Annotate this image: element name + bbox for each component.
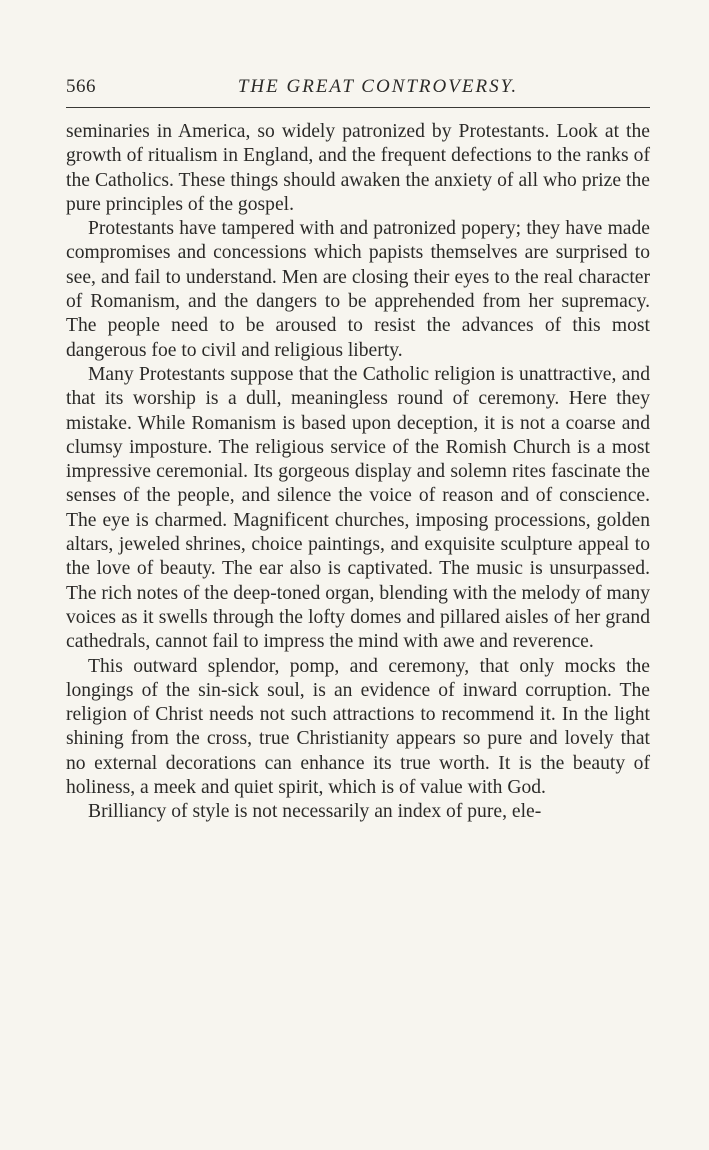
- paragraph: Protestants have tampered with and patronized popery; they have made compromises and concessions which papists themselves are surprised to see, and fail to understand. Men are closing their eyes to the real character of Romanism, and the dangers to be apprehended from her supremacy. The people need to be aroused to resist the advances of this most dangerous foe to civil and religious liberty.: [66, 218, 650, 361]
- page-number: 566: [66, 76, 96, 97]
- header-rule: [66, 107, 650, 108]
- paragraph: Many Protestants suppose that the Catholic religion is unattractive, and that its worship is a dull, meaningless round of ceremony. Here they mistake. While Romanism is based upon deception, it is not a coarse and clumsy imposture. The religious service of the Romish Church is a most impressive ceremonial. Its gorgeous display and solemn rites fascinate the senses of the people, and silence the voice of reason and of conscience. The eye is charmed. Magnificent churches, imposing processions, golden altars, jeweled shrines, choice paintings, and exquisite sculpture appeal to the love of beauty. The ear also is captivated. The music is unsurpassed. The rich notes of the deep-toned organ, blending with the melody of many voices as it swells through the lofty domes and pillared aisles of her grand cathedrals, cannot fail to impress the mind with awe and reverence.: [66, 363, 650, 653]
- paragraph-continued: seminaries in America, so widely patronized by Protestants. Look at the growth of ritualism in England, and the frequent defections to the ranks of the Catholics. These things should awaken the anxiety of all who prize the pure principles of the gospel.: [66, 121, 650, 215]
- running-title: THE GREAT CONTROVERSY.: [237, 76, 519, 97]
- paragraph: This outward splendor, pomp, and ceremony, that only mocks the longings of the sin-sick soul, is an evidence of inward corruption. The religion of Christ needs not such attractions to recommend it. In the light shining from the cross, true Christianity appears so pure and lovely that no external decorations can enhance its true worth. It is the beauty of holiness, a meek and quiet spirit, which is of value with God.: [66, 655, 650, 799]
- body-text: [66, 120, 650, 825]
- paragraph: Brilliancy of style is not necessarily an index of pure, ele-: [88, 801, 542, 823]
- page-header: [66, 76, 650, 102]
